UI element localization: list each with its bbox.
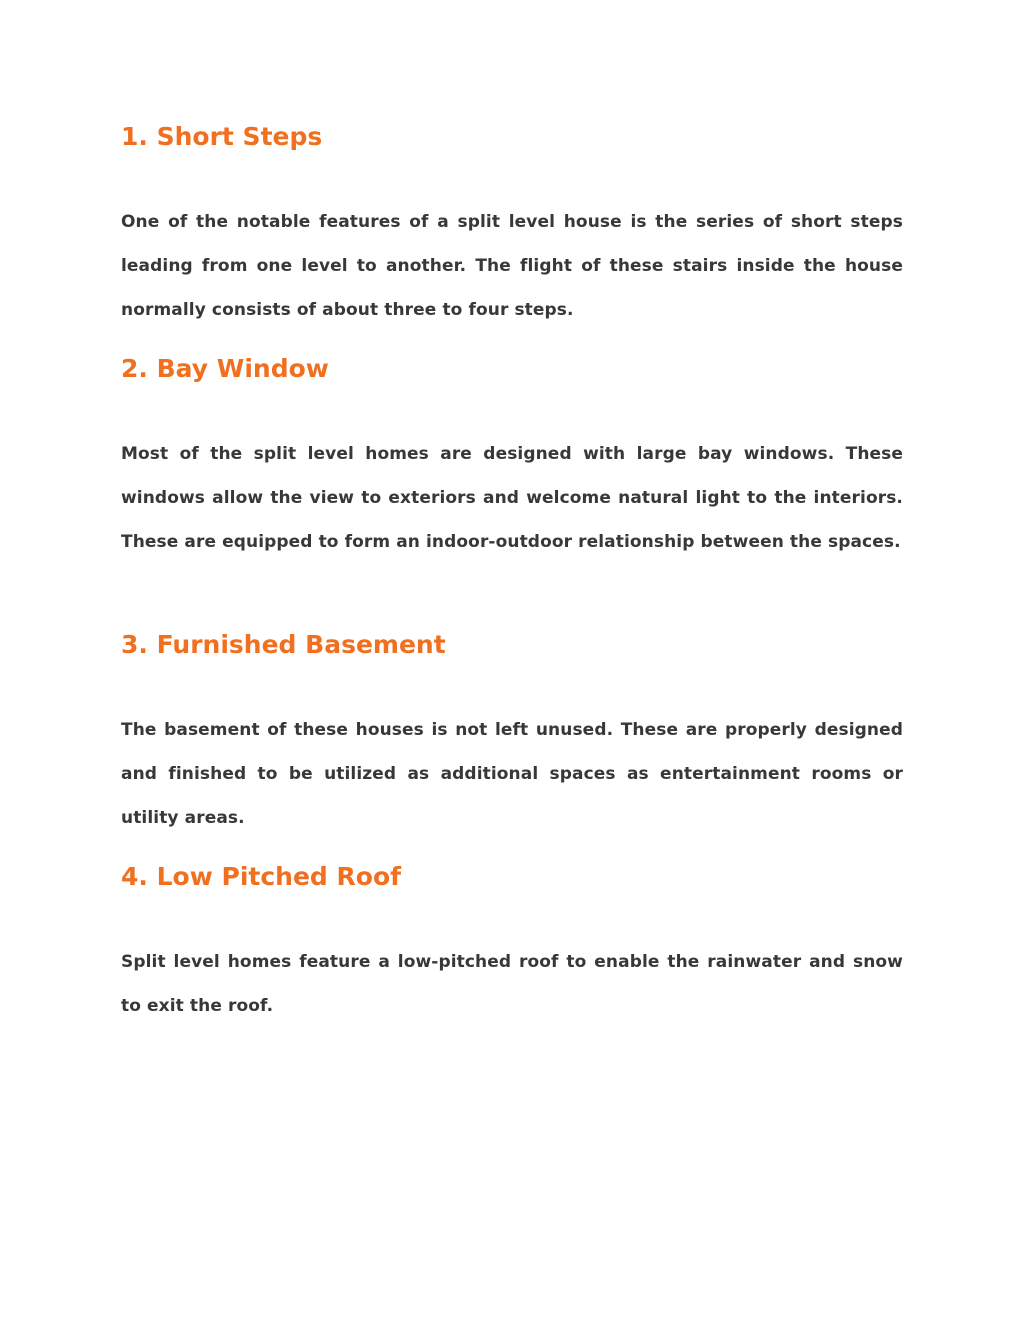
section-paragraph: One of the notable features of a split level house is the series of short steps leading from one level to another. The flight of these stairs inside the house normally consists of about three to four steps.: [121, 212, 903, 320]
section-short-steps: [121, 122, 903, 332]
section-paragraph: The basement of these houses is not left unused. These are properly designed and finished to be utilized as additional spaces as entertainment rooms or utility areas.: [121, 720, 903, 828]
section-bay-window: [121, 354, 903, 564]
section-paragraph: Most of the split level homes are designed with large bay windows. These windows allow the view to exteriors and welcome natural light to the interiors. These are equipped to form an indoor-outdoor relationship between the spaces.: [121, 444, 903, 552]
section-heading: 1. Short Steps: [121, 122, 323, 151]
section-low-pitched-roof: [121, 862, 903, 1028]
section-heading: 4. Low Pitched Roof: [121, 862, 401, 891]
section-heading: 2. Bay Window: [121, 354, 329, 383]
section-heading: 3. Furnished Basement: [121, 630, 446, 659]
section-furnished-basement: [121, 630, 903, 840]
section-paragraph: Split level homes feature a low-pitched roof to enable the rainwater and snow to exit the roof.: [121, 952, 903, 1016]
